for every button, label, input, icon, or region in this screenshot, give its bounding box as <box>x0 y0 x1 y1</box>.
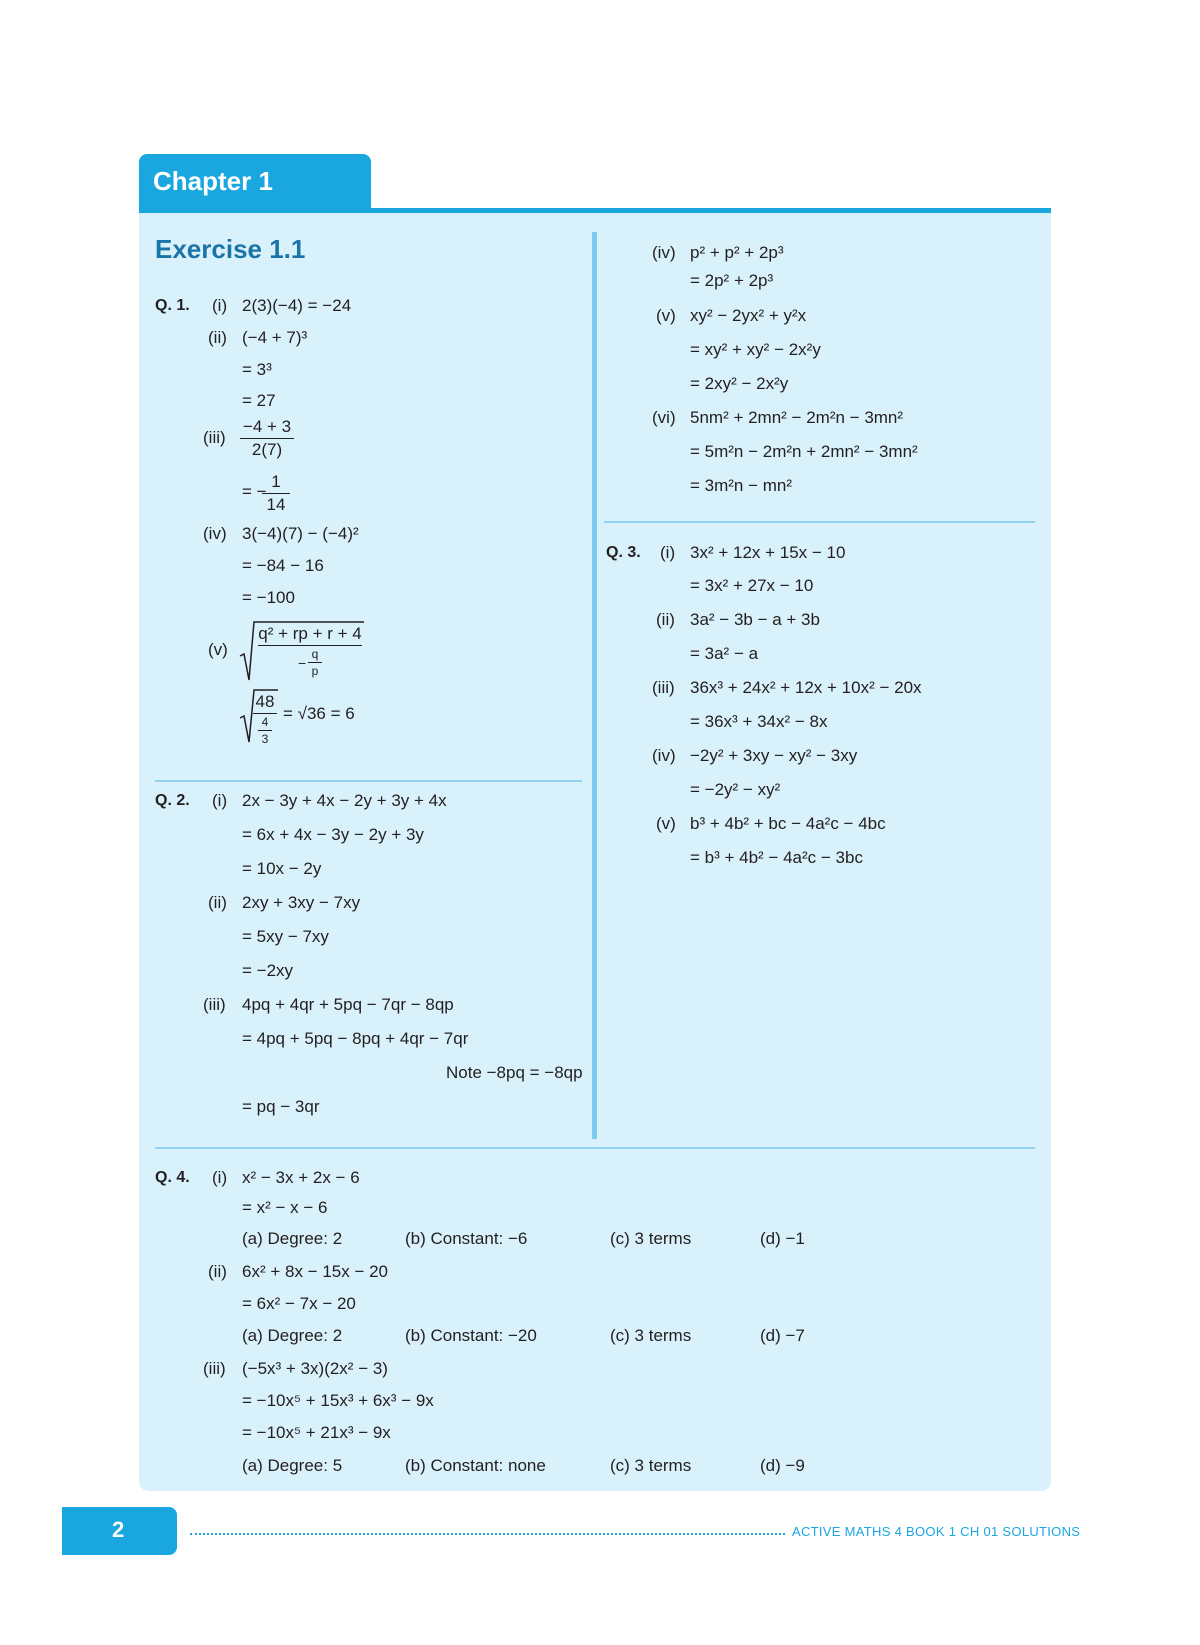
q3-ii-line2: = 3a² − a <box>690 644 759 663</box>
q1-v-result: = √36 = 6 <box>283 704 355 723</box>
q1-ii-line2: = 3³ <box>242 360 272 379</box>
q2-ii-line3: = −2xy <box>242 961 294 980</box>
q3-label: Q. 3. <box>606 544 641 561</box>
q4-iii-b: (b) Constant: none <box>405 1456 546 1475</box>
q1-v-denominator <box>258 647 362 681</box>
q1-iii-result-denominator: 14 <box>266 495 286 514</box>
q1-v-p: p <box>311 664 319 678</box>
q2-iv-line2: = 2p² + 2p³ <box>690 271 774 290</box>
q4-iii-num: (iii) <box>203 1359 226 1378</box>
q4-i-c: (c) 3 terms <box>610 1229 692 1248</box>
q1-v-numerator: q² + rp + r + 4 <box>258 624 362 643</box>
q1-v-fraction <box>258 624 362 681</box>
q2-i-line1: 2x − 3y + 4x − 2y + 3y + 4x <box>242 791 447 810</box>
q3-iii-line2: = 36x³ + 34x² − 8x <box>690 712 828 731</box>
chapter-tab <box>139 154 371 208</box>
q2-ii-line2: = 5xy − 7xy <box>242 927 329 946</box>
q4-i-line2: = x² − x − 6 <box>242 1198 328 1217</box>
q4-ii-line1: 6x² + 8x − 15x − 20 <box>242 1262 389 1281</box>
q2-iii-note: Note −8pq = −8qp <box>446 1063 583 1082</box>
q3-i-num: (i) <box>660 543 676 562</box>
q1-iii-num: (iii) <box>203 428 226 447</box>
q2-label: Q. 2. <box>155 792 190 809</box>
fraction-bar <box>258 730 272 731</box>
q4-iii-a: (a) Degree: 5 <box>242 1456 343 1475</box>
q1-v-neg: − <box>298 655 307 671</box>
q3-iii-num: (iii) <box>652 678 675 697</box>
q1-v-small-fraction <box>308 647 322 678</box>
q1-iv-num: (iv) <box>203 524 227 543</box>
q1-v-small-den: 3 <box>261 732 269 746</box>
q1-v-small-num: 4 <box>261 715 269 729</box>
q2-vi-num: (vi) <box>652 408 676 427</box>
page-number: 2 <box>112 1517 125 1542</box>
q2-iii-num: (iii) <box>203 995 226 1014</box>
footer-book-title: ACTIVE MATHS 4 BOOK 1 CH 01 SOLUTIONS <box>792 1524 1081 1539</box>
q4-ii-num: (ii) <box>208 1262 227 1281</box>
q1-v-result-small-fraction <box>258 715 272 746</box>
q3-iv-num: (iv) <box>652 746 676 765</box>
q2-i-line3: = 10x − 2y <box>242 859 322 878</box>
q2-vi-line1: 5nm² + 2mn² − 2m²n − 3mn² <box>690 408 904 427</box>
q2-iii-line3: = pq − 3qr <box>242 1097 320 1116</box>
exercise-title: Exercise 1.1 <box>155 234 306 264</box>
q1-v-result-numerator: 48 <box>255 692 275 711</box>
q4-i-b: (b) Constant: −6 <box>405 1229 528 1248</box>
q3-v-num: (v) <box>656 814 676 833</box>
q4-ii-b: (b) Constant: −20 <box>405 1326 537 1345</box>
q3-ii-num: (ii) <box>656 610 675 629</box>
q4-i-d: (d) −1 <box>760 1229 805 1248</box>
q2-iii-line1: 4pq + 4qr + 5pq − 7qr − 8qp <box>242 995 454 1014</box>
q1-iii-eq: = − <box>242 482 267 501</box>
q3-i-line2: = 3x² + 27x − 10 <box>690 576 814 595</box>
q3-iv-line1: −2y² + 3xy − xy² − 3xy <box>690 746 858 765</box>
q1-iv-line2: = −84 − 16 <box>242 556 324 575</box>
q2-iii-line2: = 4pq + 5pq − 8pq + 4qr − 7qr <box>242 1029 469 1048</box>
footer-dotted-rule <box>190 1533 785 1535</box>
q1-v-q: q <box>311 647 319 661</box>
fraction-bar <box>253 713 277 714</box>
q4-ii-line2: = 6x² − 7x − 20 <box>242 1294 356 1313</box>
q2-v-line2: = xy² + xy² − 2x²y <box>690 340 821 359</box>
q1-v-num: (v) <box>208 640 228 659</box>
q2-q3-separator <box>604 521 1035 523</box>
page-number-box <box>62 1507 177 1555</box>
q4-i-num: (i) <box>212 1168 228 1187</box>
q1-ii-line1: (−4 + 7)³ <box>242 328 308 347</box>
q3-i-line1: 3x² + 12x + 15x − 10 <box>690 543 846 562</box>
q4-iii-line3: = −10x⁵ + 21x³ − 9x <box>242 1423 391 1442</box>
column-divider <box>592 232 597 1139</box>
q4-ii-a: (a) Degree: 2 <box>242 1326 343 1345</box>
q2-i-line2: = 6x + 4x − 3y − 2y + 3y <box>242 825 424 844</box>
q1-i-line1: 2(3)(−4) = −24 <box>242 296 352 315</box>
q4-label: Q. 4. <box>155 1169 190 1186</box>
q4-ii-d: (d) −7 <box>760 1326 805 1345</box>
q1-iii-denominator: 2(7) <box>251 440 283 459</box>
chapter-title: Chapter 1 <box>153 166 273 196</box>
q4-iii-line1: (−5x³ + 3x)(2x² − 3) <box>242 1359 388 1378</box>
q2-v-line3: = 2xy² − 2x²y <box>690 374 789 393</box>
q1-ii-line3: = 27 <box>242 391 276 410</box>
q1-iii-result-numerator: 1 <box>271 472 281 491</box>
q2-vi-line3: = 3m²n − mn² <box>690 476 793 495</box>
q1-iii-numerator: −4 + 3 <box>242 417 292 436</box>
q1-iii-result-fraction <box>262 472 290 515</box>
q4-iii-line2: = −10x⁵ + 15x³ + 6x³ − 9x <box>242 1391 434 1410</box>
q2-iv-line1: p² + p² + 2p³ <box>690 243 784 262</box>
q1-ii-num: (ii) <box>208 328 227 347</box>
q3-v-line2: = b³ + 4b² − 4a²c − 3bc <box>690 848 863 867</box>
q1-label: Q. 1. <box>155 297 190 314</box>
q1-iii-fraction <box>240 417 294 460</box>
q2-v-line1: xy² − 2yx² + y²x <box>690 306 807 325</box>
q2-iv-num: (iv) <box>652 243 676 262</box>
q2-i-num: (i) <box>212 791 228 810</box>
q4-iii-c: (c) 3 terms <box>610 1456 692 1475</box>
q2-ii-num: (ii) <box>208 893 227 912</box>
fraction-bar <box>262 493 290 494</box>
fraction-bar <box>258 645 362 646</box>
q1-iv-line3: = −100 <box>242 588 295 607</box>
q2-v-num: (v) <box>656 306 676 325</box>
q2-vi-line2: = 5m²n − 2m²n + 2mn² − 3mn² <box>690 442 918 461</box>
q1-q2-separator <box>155 780 582 782</box>
fraction-bar <box>308 662 322 663</box>
q4-ii-c: (c) 3 terms <box>610 1326 692 1345</box>
q4-iii-d: (d) −9 <box>760 1456 805 1475</box>
q1-i-num: (i) <box>212 296 228 315</box>
q2-ii-line1: 2xy + 3xy − 7xy <box>242 893 361 912</box>
q4-i-a: (a) Degree: 2 <box>242 1229 343 1248</box>
q1-v-result-fraction <box>253 692 277 746</box>
q1-iv-line1: 3(−4)(7) − (−4)² <box>242 524 359 543</box>
fraction-bar <box>240 438 294 439</box>
q3-v-line1: b³ + 4b² + bc − 4a²c − 4bc <box>690 814 886 833</box>
q4-i-line1: x² − 3x + 2x − 6 <box>242 1168 360 1187</box>
q3-iv-line2: = −2y² − xy² <box>690 780 781 799</box>
q4-separator <box>155 1147 1035 1149</box>
q3-ii-line1: 3a² − 3b − a + 3b <box>690 610 820 629</box>
q3-iii-line1: 36x³ + 24x² + 12x + 10x² − 20x <box>690 678 922 697</box>
